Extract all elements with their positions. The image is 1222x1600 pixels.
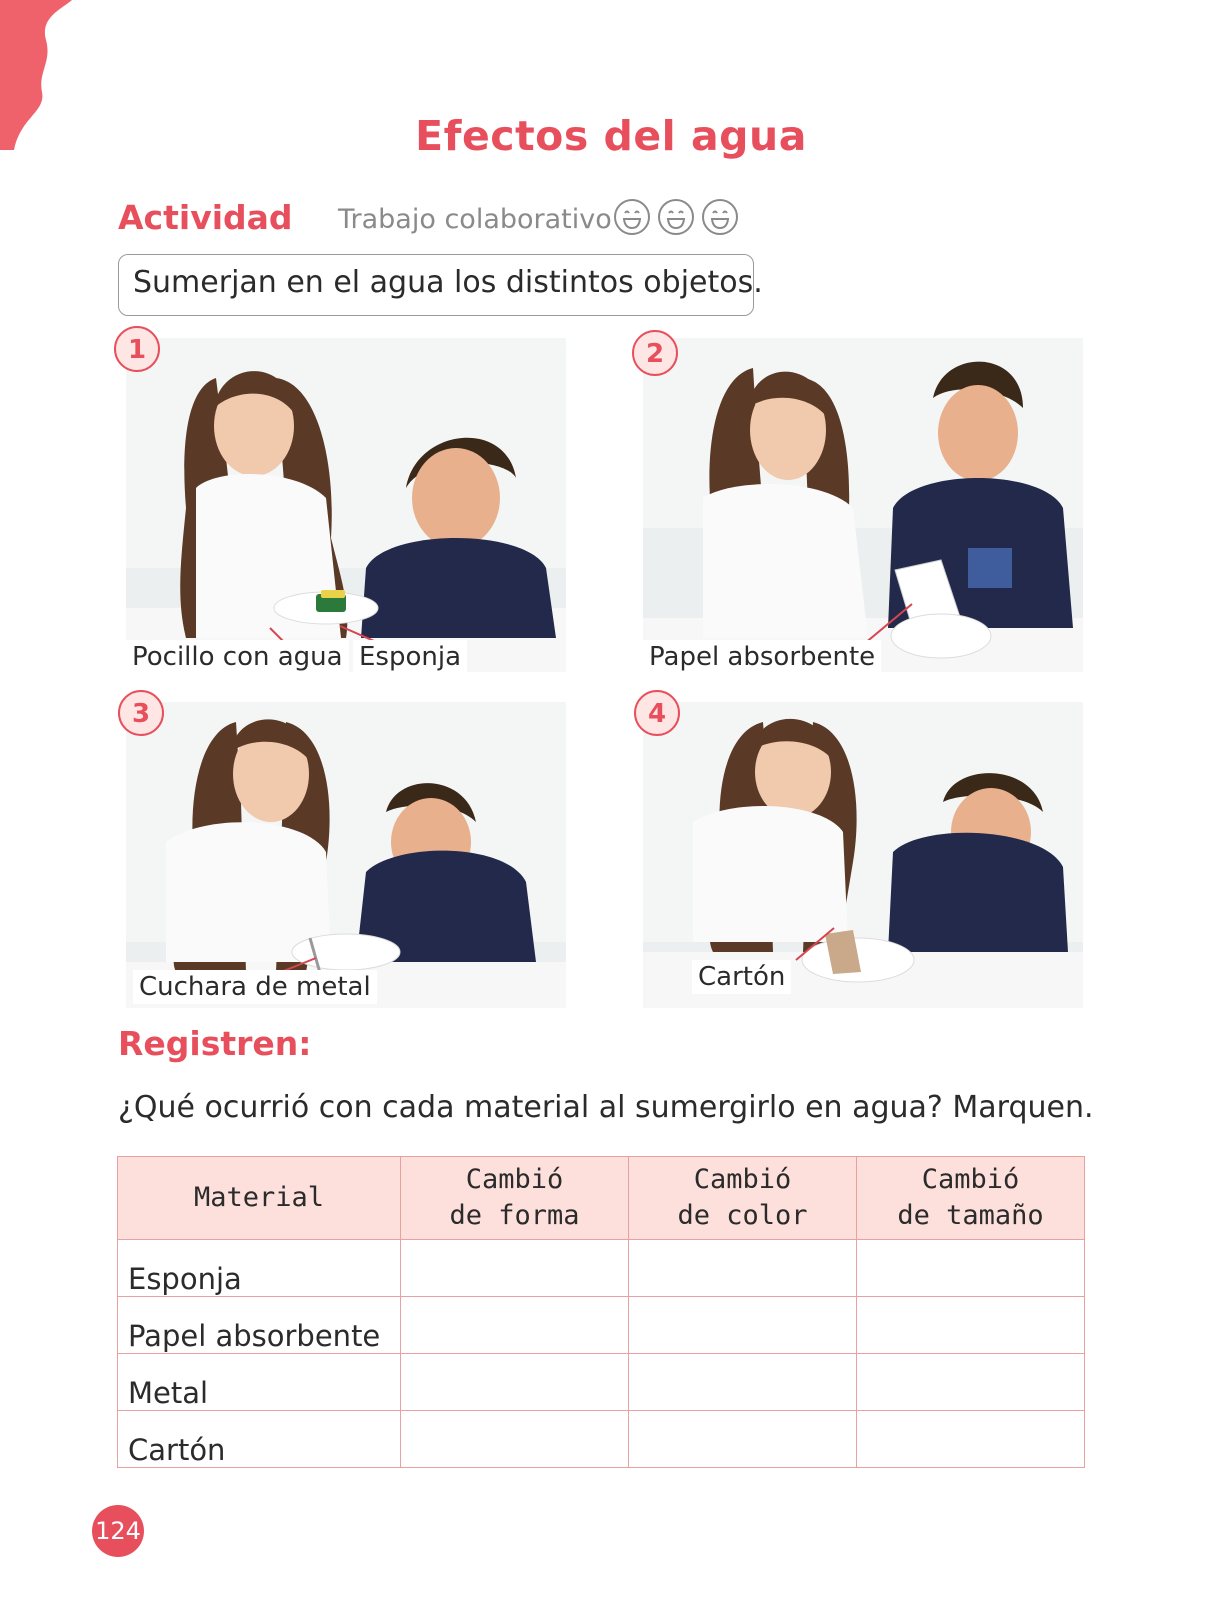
mark-cell-shape[interactable] [401,1354,629,1411]
table-header-row [118,1157,1085,1240]
material-name: Metal [118,1354,401,1411]
step-number-3: 3 [118,690,164,736]
mark-cell-size[interactable] [857,1354,1085,1411]
caption-paper-towel: Papel absorbente [643,640,881,674]
step-number-4: 4 [634,690,680,736]
column-header-material-label: Material [193,1182,325,1213]
mark-cell-shape[interactable] [401,1411,629,1468]
smiley-icon [613,198,651,236]
activity-label: Actividad [118,198,293,237]
record-table [117,1156,1085,1468]
mark-cell-color[interactable] [629,1297,857,1354]
caption-pointer [792,920,842,964]
column-header-size-change [857,1157,1085,1240]
caption-sponge: Esponja [353,640,467,674]
caption-metal-spoon: Cuchara de metal [133,970,377,1004]
photo-step-3 [126,702,566,1008]
mark-cell-color[interactable] [629,1411,857,1468]
table-row [118,1354,1085,1411]
activity-header [118,196,818,244]
mark-cell-shape[interactable] [401,1240,629,1297]
mark-cell-shape[interactable] [401,1297,629,1354]
mark-cell-color[interactable] [629,1240,857,1297]
mark-cell-size[interactable] [857,1411,1085,1468]
material-name: Esponja [118,1240,401,1297]
column-header-material [118,1157,401,1240]
page-title: Efectos del agua [415,112,807,160]
column-header-shape-change [401,1157,629,1240]
caption-cardboard: Cartón [692,960,791,994]
column-header-line: Cambió [921,1164,1020,1195]
column-header-line: Cambió [693,1164,792,1195]
smiley-icon [701,198,739,236]
photo-children-metal-spoon [126,702,566,1008]
step-number-1: 1 [114,326,160,372]
table-row [118,1411,1085,1468]
mark-cell-size[interactable] [857,1240,1085,1297]
page-number: 124 [92,1505,144,1557]
record-heading: Registren: [118,1024,312,1063]
step-number-2: 2 [632,330,678,376]
material-name: Cartón [118,1411,401,1468]
collaborative-icons [613,198,739,236]
column-header-line: de tamaño [897,1200,1044,1231]
record-question: ¿Qué ocurrió con cada material al sumergirlo en agua? Marquen. [118,1090,1094,1125]
column-header-line: Cambió [465,1164,564,1195]
column-header-line: de forma [449,1200,580,1231]
activity-instruction: Sumerjan en el agua los distintos objetos. [118,254,754,316]
smiley-icon [657,198,695,236]
column-header-color-change [629,1157,857,1240]
table-row [118,1240,1085,1297]
table-row [118,1297,1085,1354]
collaborative-work-label: Trabajo colaborativo [338,204,612,235]
mark-cell-color[interactable] [629,1354,857,1411]
material-name: Papel absorbente [118,1297,401,1354]
mark-cell-size[interactable] [857,1297,1085,1354]
caption-bowl-with-water: Pocillo con agua [126,640,349,674]
column-header-line: de color [677,1200,808,1231]
